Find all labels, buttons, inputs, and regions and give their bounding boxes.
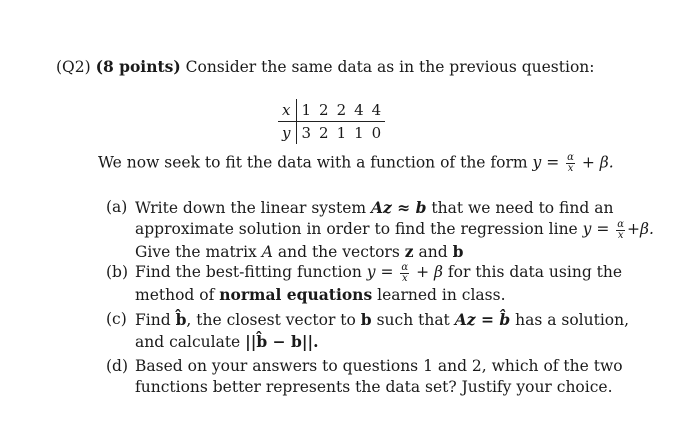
part-d-tag: (d) <box>106 357 129 375</box>
part-b-tag: (b) <box>106 263 129 281</box>
fit-sentence <box>98 153 614 174</box>
part-c-body <box>135 309 630 353</box>
fraction-numerator: α <box>567 152 574 163</box>
part-d-line-2: functions better represents the data set? Justify your choice. <box>135 378 613 396</box>
x-value: 4 <box>350 99 368 122</box>
vector-b-hat: b̂ <box>175 310 187 329</box>
part-b-body <box>135 261 623 306</box>
matrix-a: A <box>261 242 273 261</box>
text-span: Find the best-fitting function <box>135 263 362 281</box>
x-row <box>278 99 385 122</box>
linear-system: Az ≈ b <box>371 198 427 217</box>
part-d-line-1: Based on your answers to questions 1 and 2, which of the two <box>135 357 623 375</box>
y-value: 1 <box>354 124 364 142</box>
formula-lhs: y = <box>366 263 394 281</box>
part-c-line-2 <box>135 331 605 353</box>
text-span: has a solution, <box>515 311 630 329</box>
y-value: 1 <box>336 124 347 142</box>
y-value: 0 <box>371 124 382 142</box>
question-number: (Q2) <box>56 58 91 76</box>
text-span: Write down the linear system <box>135 199 367 217</box>
fraction-numerator: α <box>401 261 409 273</box>
fit-text: We now seek to fit the data with a function of the form <box>98 153 528 172</box>
fraction-denominator: x <box>401 272 408 284</box>
text-span: and the vectors <box>277 242 400 261</box>
part-a-tag: (a) <box>106 198 128 216</box>
alpha-over-x-fraction <box>400 263 409 284</box>
method-name: normal equations <box>219 284 373 304</box>
formula-lhs: y = <box>582 220 610 238</box>
alpha-over-x-fraction <box>616 220 625 241</box>
formula-rhs: +β. <box>627 220 654 238</box>
fraction-denominator: x <box>617 229 624 241</box>
part-a-body <box>135 197 654 263</box>
alpha-over-x-fraction <box>566 153 575 174</box>
part-b-line-1 <box>135 261 623 284</box>
text-span: and calculate <box>135 333 241 351</box>
part-b-line-2 <box>135 284 605 306</box>
equation: Az = b̂ <box>454 310 511 329</box>
x-label: x <box>278 99 297 122</box>
vector-z: z <box>404 241 414 261</box>
fit-formula-lhs: y = <box>532 153 560 172</box>
question-points: (8 points) <box>95 57 181 76</box>
text-span: Give the matrix <box>135 242 257 261</box>
vector-b: b <box>452 241 464 261</box>
part-a-line-2 <box>135 218 654 241</box>
part-c-tag: (c) <box>106 310 127 328</box>
x-value: 2 <box>333 99 351 122</box>
x-value: 1 <box>297 99 315 122</box>
fit-formula-rhs: + β. <box>581 153 614 172</box>
norm-expression: ||b̂ − b||. <box>245 332 319 351</box>
text-span: method of <box>135 285 215 304</box>
part-d-body <box>135 356 623 398</box>
y-label: y <box>278 122 297 145</box>
part-c-line-1 <box>135 309 630 331</box>
data-table <box>278 99 385 144</box>
part-a-line-3 <box>135 241 605 263</box>
x-value: 2 <box>315 99 333 122</box>
part-a-line-1 <box>135 197 614 219</box>
question-intro: Consider the same data as in the previous question: <box>185 58 595 76</box>
y-value: 2 <box>319 124 329 142</box>
formula-rhs: + β <box>416 263 443 281</box>
text-span: approximate solution in order to find the regression line <box>135 220 578 238</box>
y-row <box>278 122 385 145</box>
y-value: 3 <box>301 124 312 142</box>
text-span: , the closest vector to <box>186 311 356 329</box>
text-span: Find <box>135 311 171 329</box>
question-header <box>56 57 594 76</box>
text-span: such that <box>376 311 450 329</box>
x-value: 4 <box>368 99 386 122</box>
text-span: and <box>418 242 448 261</box>
fraction-numerator: α <box>617 218 625 230</box>
fraction-denominator: x <box>567 163 574 174</box>
text-span: learned in class. <box>377 285 506 304</box>
text-span: that we need to find an <box>431 199 614 217</box>
vector-b: b <box>360 310 372 329</box>
text-span: for this data using the <box>447 263 623 281</box>
